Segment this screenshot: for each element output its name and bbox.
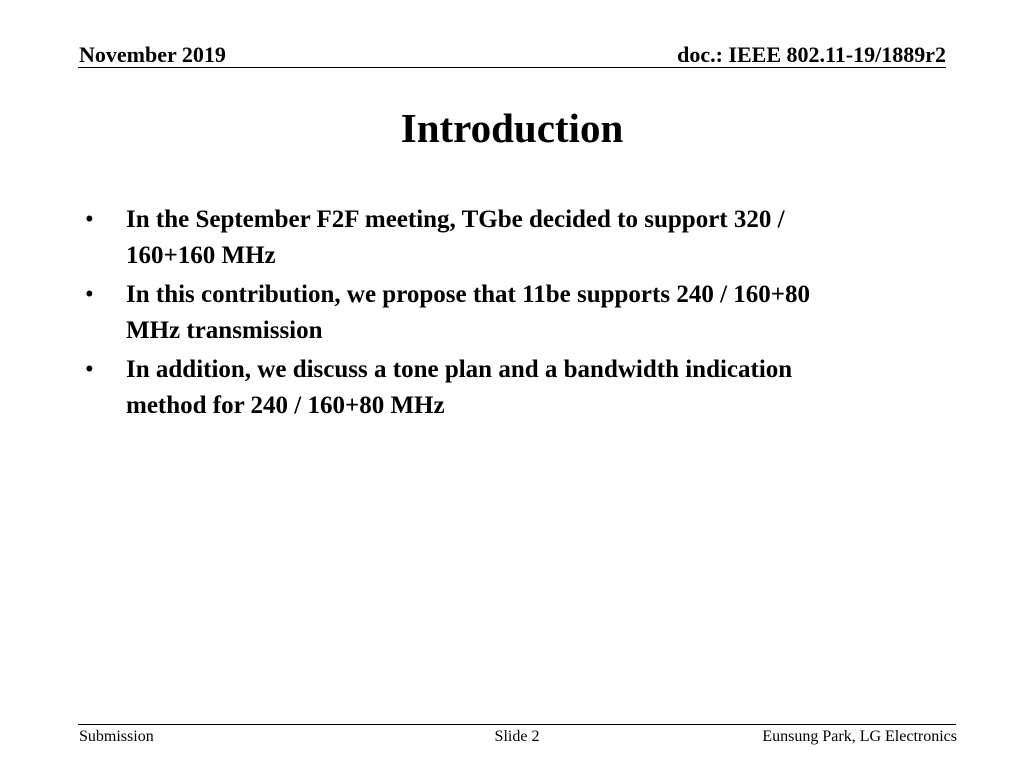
bullet-item — [85, 202, 925, 274]
bullet-text-line2: MHz transmission — [126, 317, 323, 344]
header-date: November 2019 — [79, 42, 226, 67]
bullet-text-line1: In addition, we discuss a tone plan and a bandwidth indication — [126, 356, 793, 383]
footer-author: Eunsung Park, LG Electronics — [762, 728, 957, 745]
bullet-marker: • — [85, 281, 94, 308]
bullet-item — [85, 352, 925, 424]
bullet-text-line1: In this contribution, we propose that 11be supports 240 / 160+80 — [126, 281, 811, 308]
bullet-item — [85, 277, 925, 349]
bullet-marker: • — [85, 206, 94, 233]
footer-divider — [78, 724, 956, 725]
footer-slide-number: Slide 2 — [494, 728, 540, 745]
bullet-marker: • — [85, 356, 94, 383]
bullet-text-line1: In the September F2F meeting, TGbe decided to support 320 / — [126, 206, 785, 233]
bullet-list — [85, 202, 925, 427]
header-doc-id: doc.: IEEE 802.11-19/1889r2 — [677, 42, 946, 67]
footer-submission: Submission — [79, 728, 154, 745]
bullet-text-line2: 160+160 MHz — [126, 242, 276, 269]
bullet-text-line2: method for 240 / 160+80 MHz — [126, 392, 445, 419]
header-divider — [78, 67, 946, 68]
slide-title: Introduction — [400, 105, 624, 151]
